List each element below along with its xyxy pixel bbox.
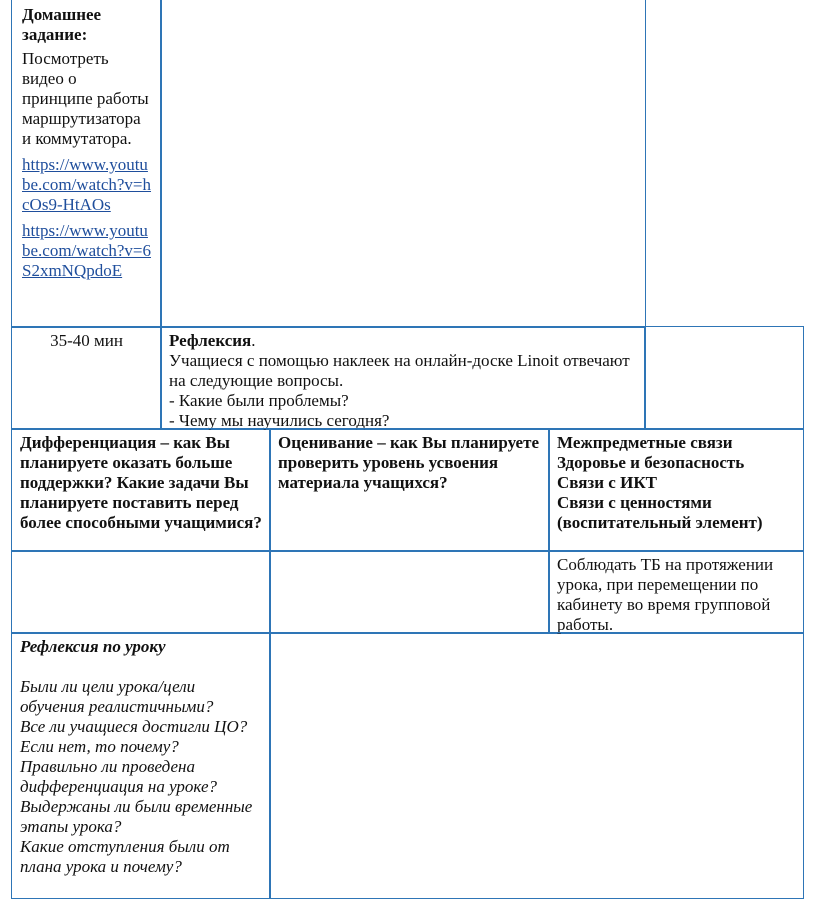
homework-cell xyxy=(11,0,162,328)
differentiation-header-text: Дифференциация – как Вы планируете оказать больше поддержки? Какие задачи Вы планируете поставить перед более способными учащимися? xyxy=(20,433,262,532)
header-line: Связи с ИКТ xyxy=(557,473,657,492)
reflection-line: Учащиеся с помощью наклеек на онлайн-доске Linoit отвечают на следующие вопросы. xyxy=(169,351,630,390)
homework-empty-cell xyxy=(160,0,646,328)
differentiation-cell xyxy=(11,550,271,634)
video-link-2[interactable]: https://www.youtube.com/watch?v=6S2xmNQpdoE xyxy=(22,221,152,280)
video-link-1[interactable]: https://www.youtube.com/watch?v=hcOs9-HtAOs xyxy=(22,155,152,214)
lesson-reflection-cell xyxy=(11,632,271,899)
time-label: 35-40 мин xyxy=(50,331,123,350)
reflection-stage-cell xyxy=(160,326,646,430)
assessment-header xyxy=(269,428,550,552)
assessment-cell xyxy=(269,550,550,634)
reflection-title: Рефлексия xyxy=(169,331,252,350)
reflection-question: Какие отступления были от плана урока и почему? xyxy=(20,837,230,876)
reflection-question: Выдержаны ли были временные этапы урока? xyxy=(20,797,253,836)
lesson-reflection-answer-cell xyxy=(269,632,804,899)
cross-curricular-cell xyxy=(548,550,804,634)
header-line: Здоровье и безопасность xyxy=(557,453,745,472)
reflection-question: Если нет, то почему? xyxy=(20,737,179,756)
time-cell xyxy=(11,326,162,430)
differentiation-header xyxy=(11,428,271,552)
lesson-reflection-title: Рефлексия по уроку xyxy=(20,637,166,656)
header-line: Связи с ценностями xyxy=(557,493,712,512)
header-line: Межпредметные связи xyxy=(557,433,733,452)
homework-title: Домашнее задание: xyxy=(22,5,102,44)
assessment-header-text: Оценивание – как Вы планируете проверить уровень усвоения материала учащихся? xyxy=(278,433,539,492)
reflection-question: Все ли учащиеся достигли ЦО? xyxy=(20,717,248,736)
homework-text: Посмотреть видео о принципе работы маршрутизатора и коммутатора. xyxy=(22,49,149,148)
cross-curricular-header xyxy=(548,428,804,552)
reflection-line: - Какие были проблемы? xyxy=(169,391,349,410)
cross-curricular-text: Соблюдать ТБ на протяжении урока, при перемещении по кабинету во время групповой работы. xyxy=(557,555,774,634)
reflection-line: - Чему мы научились сегодня? xyxy=(169,411,390,430)
reflection-question: Правильно ли проведена дифференциация на уроке? xyxy=(20,757,217,796)
reflection-question: Были ли цели урока/цели обучения реалистичными? xyxy=(20,677,214,716)
reflection-title-suffix: . xyxy=(251,331,256,350)
header-line: (воспитательный элемент) xyxy=(557,513,763,532)
reflection-resources-cell xyxy=(644,326,804,430)
